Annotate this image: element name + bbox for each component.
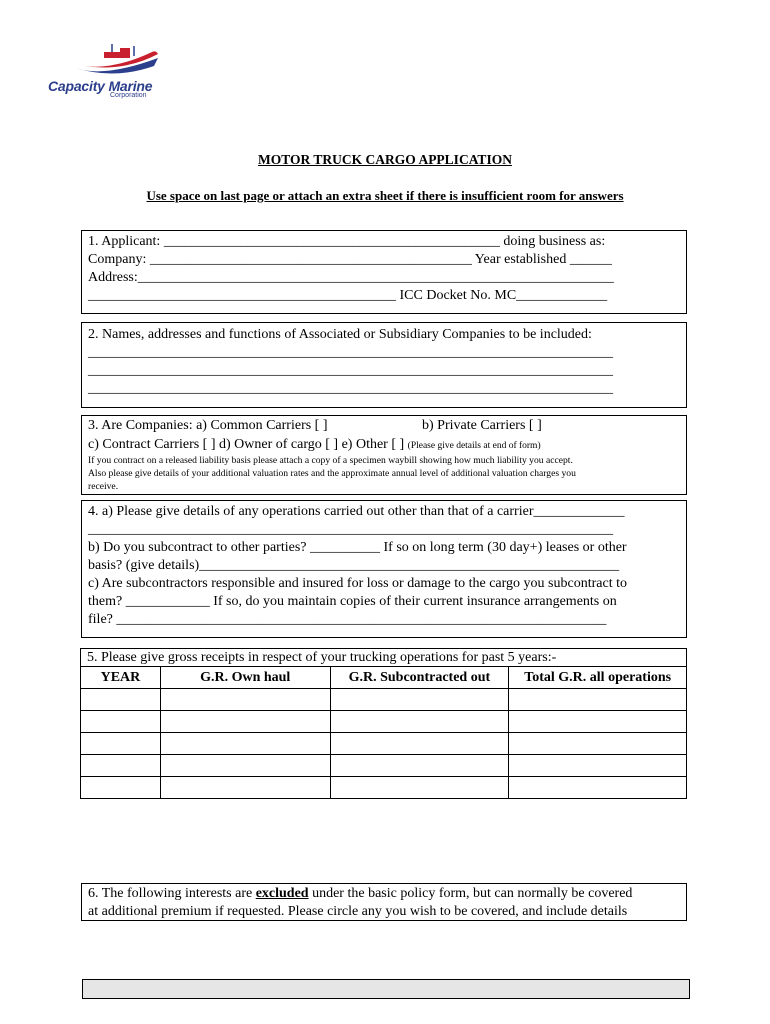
table-cell[interactable] (160, 777, 330, 799)
page-title: MOTOR TRUCK CARGO APPLICATION (258, 152, 512, 167)
table-cell[interactable] (330, 711, 509, 733)
answer-line[interactable]: ___________________________________________________________________________ (88, 522, 613, 537)
insurance-file-field[interactable]: file? ______________________________________________________________________ (88, 612, 607, 627)
column-header-total: Total G.R. all operations (509, 667, 687, 689)
excluded-emphasis: excluded (255, 886, 309, 901)
table-cell[interactable] (509, 733, 687, 755)
exclusions-intro (88, 885, 632, 903)
subcontract-field[interactable]: b) Do you subcontract to other parties? __________ If so on long term (30 day+) leases or other (88, 540, 627, 555)
table-cell[interactable] (330, 777, 509, 799)
table-row (81, 755, 687, 777)
section-2-box (81, 322, 687, 408)
subcontractor-insurance-question: c) Are subcontractors responsible and insured for loss or damage to the cargo you subcontract to (88, 576, 627, 591)
liability-note: If you contract on a released liability basis please attach a copy of a specimen waybill showing how much liability you accept. (88, 455, 573, 466)
section-5-header-box (80, 648, 687, 667)
subcontractor-insurance-field[interactable]: them? ____________ If so, do you maintain copies of their current insurance arrangements on (88, 594, 617, 609)
section-3-box (81, 415, 687, 495)
table-row (81, 711, 687, 733)
table-header-row (81, 667, 687, 689)
subcontract-details-field[interactable]: basis? (give details)____________________________________________________________ (88, 558, 620, 573)
gross-receipts-table (80, 666, 687, 799)
exclusions-instructions: at additional premium if requested. Please circle any you wish to be covered, and include details (88, 904, 628, 919)
table-cell[interactable] (160, 711, 330, 733)
valuation-note: Also please give details of your additional valuation rates and the approximate annual level of additional valuation charges you (88, 468, 576, 479)
company-logo (46, 44, 168, 106)
column-header-subcontracted: G.R. Subcontracted out (330, 667, 509, 689)
answer-line[interactable]: ___________________________________________________________________________ (88, 381, 613, 396)
gross-receipts-question: 5. Please give gross receipts in respect of your trucking operations for past 5 years:- (87, 650, 557, 665)
table-cell[interactable] (509, 689, 687, 711)
valuation-note-end: receive. (88, 481, 119, 492)
column-header-year: YEAR (81, 667, 161, 689)
associated-companies-question: 2. Names, addresses and functions of Associated or Subsidiary Companies to be included: (88, 327, 592, 342)
private-carriers-checkbox[interactable]: b) Private Carriers [ ] (422, 418, 542, 433)
logo-subtitle: Corporation (110, 92, 147, 99)
section-6-box (81, 883, 687, 921)
section-4-box (81, 500, 687, 638)
table-row (81, 777, 687, 799)
address-field[interactable]: Address:____________________________________________________________________ (88, 270, 614, 285)
table-cell[interactable] (160, 733, 330, 755)
table-cell[interactable] (509, 755, 687, 777)
page-footer-bar (82, 979, 690, 999)
icc-docket-field[interactable]: ____________________________________________ ICC Docket No. MC_____________ (88, 288, 608, 303)
exclusions-text-post: under the basic policy form, but can normally be covered (308, 886, 633, 901)
other-operations-field[interactable]: 4. a) Please give details of any operations carried out other than that of a carrier_____________ (88, 504, 625, 519)
applicant-field[interactable]: 1. Applicant: ________________________________________________ doing business as: (88, 234, 606, 249)
table-row (81, 733, 687, 755)
logo-name: Capacity Marine (48, 78, 153, 94)
table-cell[interactable] (81, 755, 161, 777)
page-subtitle: Use space on last page or attach an extra sheet if there is insufficient room for answers (146, 188, 624, 203)
table-cell[interactable] (81, 689, 161, 711)
table-cell[interactable] (81, 711, 161, 733)
table-cell[interactable] (160, 755, 330, 777)
answer-line[interactable]: ___________________________________________________________________________ (88, 363, 613, 378)
section-1-box (81, 230, 687, 314)
column-header-own-haul: G.R. Own haul (160, 667, 330, 689)
exclusions-text-pre: 6. The following interests are (88, 886, 256, 901)
table-row (81, 689, 687, 711)
carrier-type-options (88, 436, 541, 455)
details-note: (Please give details at end of form) (407, 441, 541, 451)
table-cell[interactable] (160, 689, 330, 711)
table-cell[interactable] (509, 777, 687, 799)
table-cell[interactable] (330, 689, 509, 711)
ship-logo-icon (74, 44, 164, 78)
table-cell[interactable] (81, 733, 161, 755)
table-cell[interactable] (509, 711, 687, 733)
company-field[interactable]: Company: ______________________________________________ Year established ______ (88, 252, 612, 267)
table-cell[interactable] (330, 755, 509, 777)
table-cell[interactable] (81, 777, 161, 799)
table-cell[interactable] (330, 733, 509, 755)
common-carriers-checkbox[interactable]: 3. Are Companies: a) Common Carriers [ ] (88, 418, 328, 433)
answer-line[interactable]: ___________________________________________________________________________ (88, 345, 613, 360)
carrier-type-checkboxes[interactable]: c) Contract Carriers [ ] d) Owner of cargo [ ] e) Other [ ] (88, 437, 405, 452)
